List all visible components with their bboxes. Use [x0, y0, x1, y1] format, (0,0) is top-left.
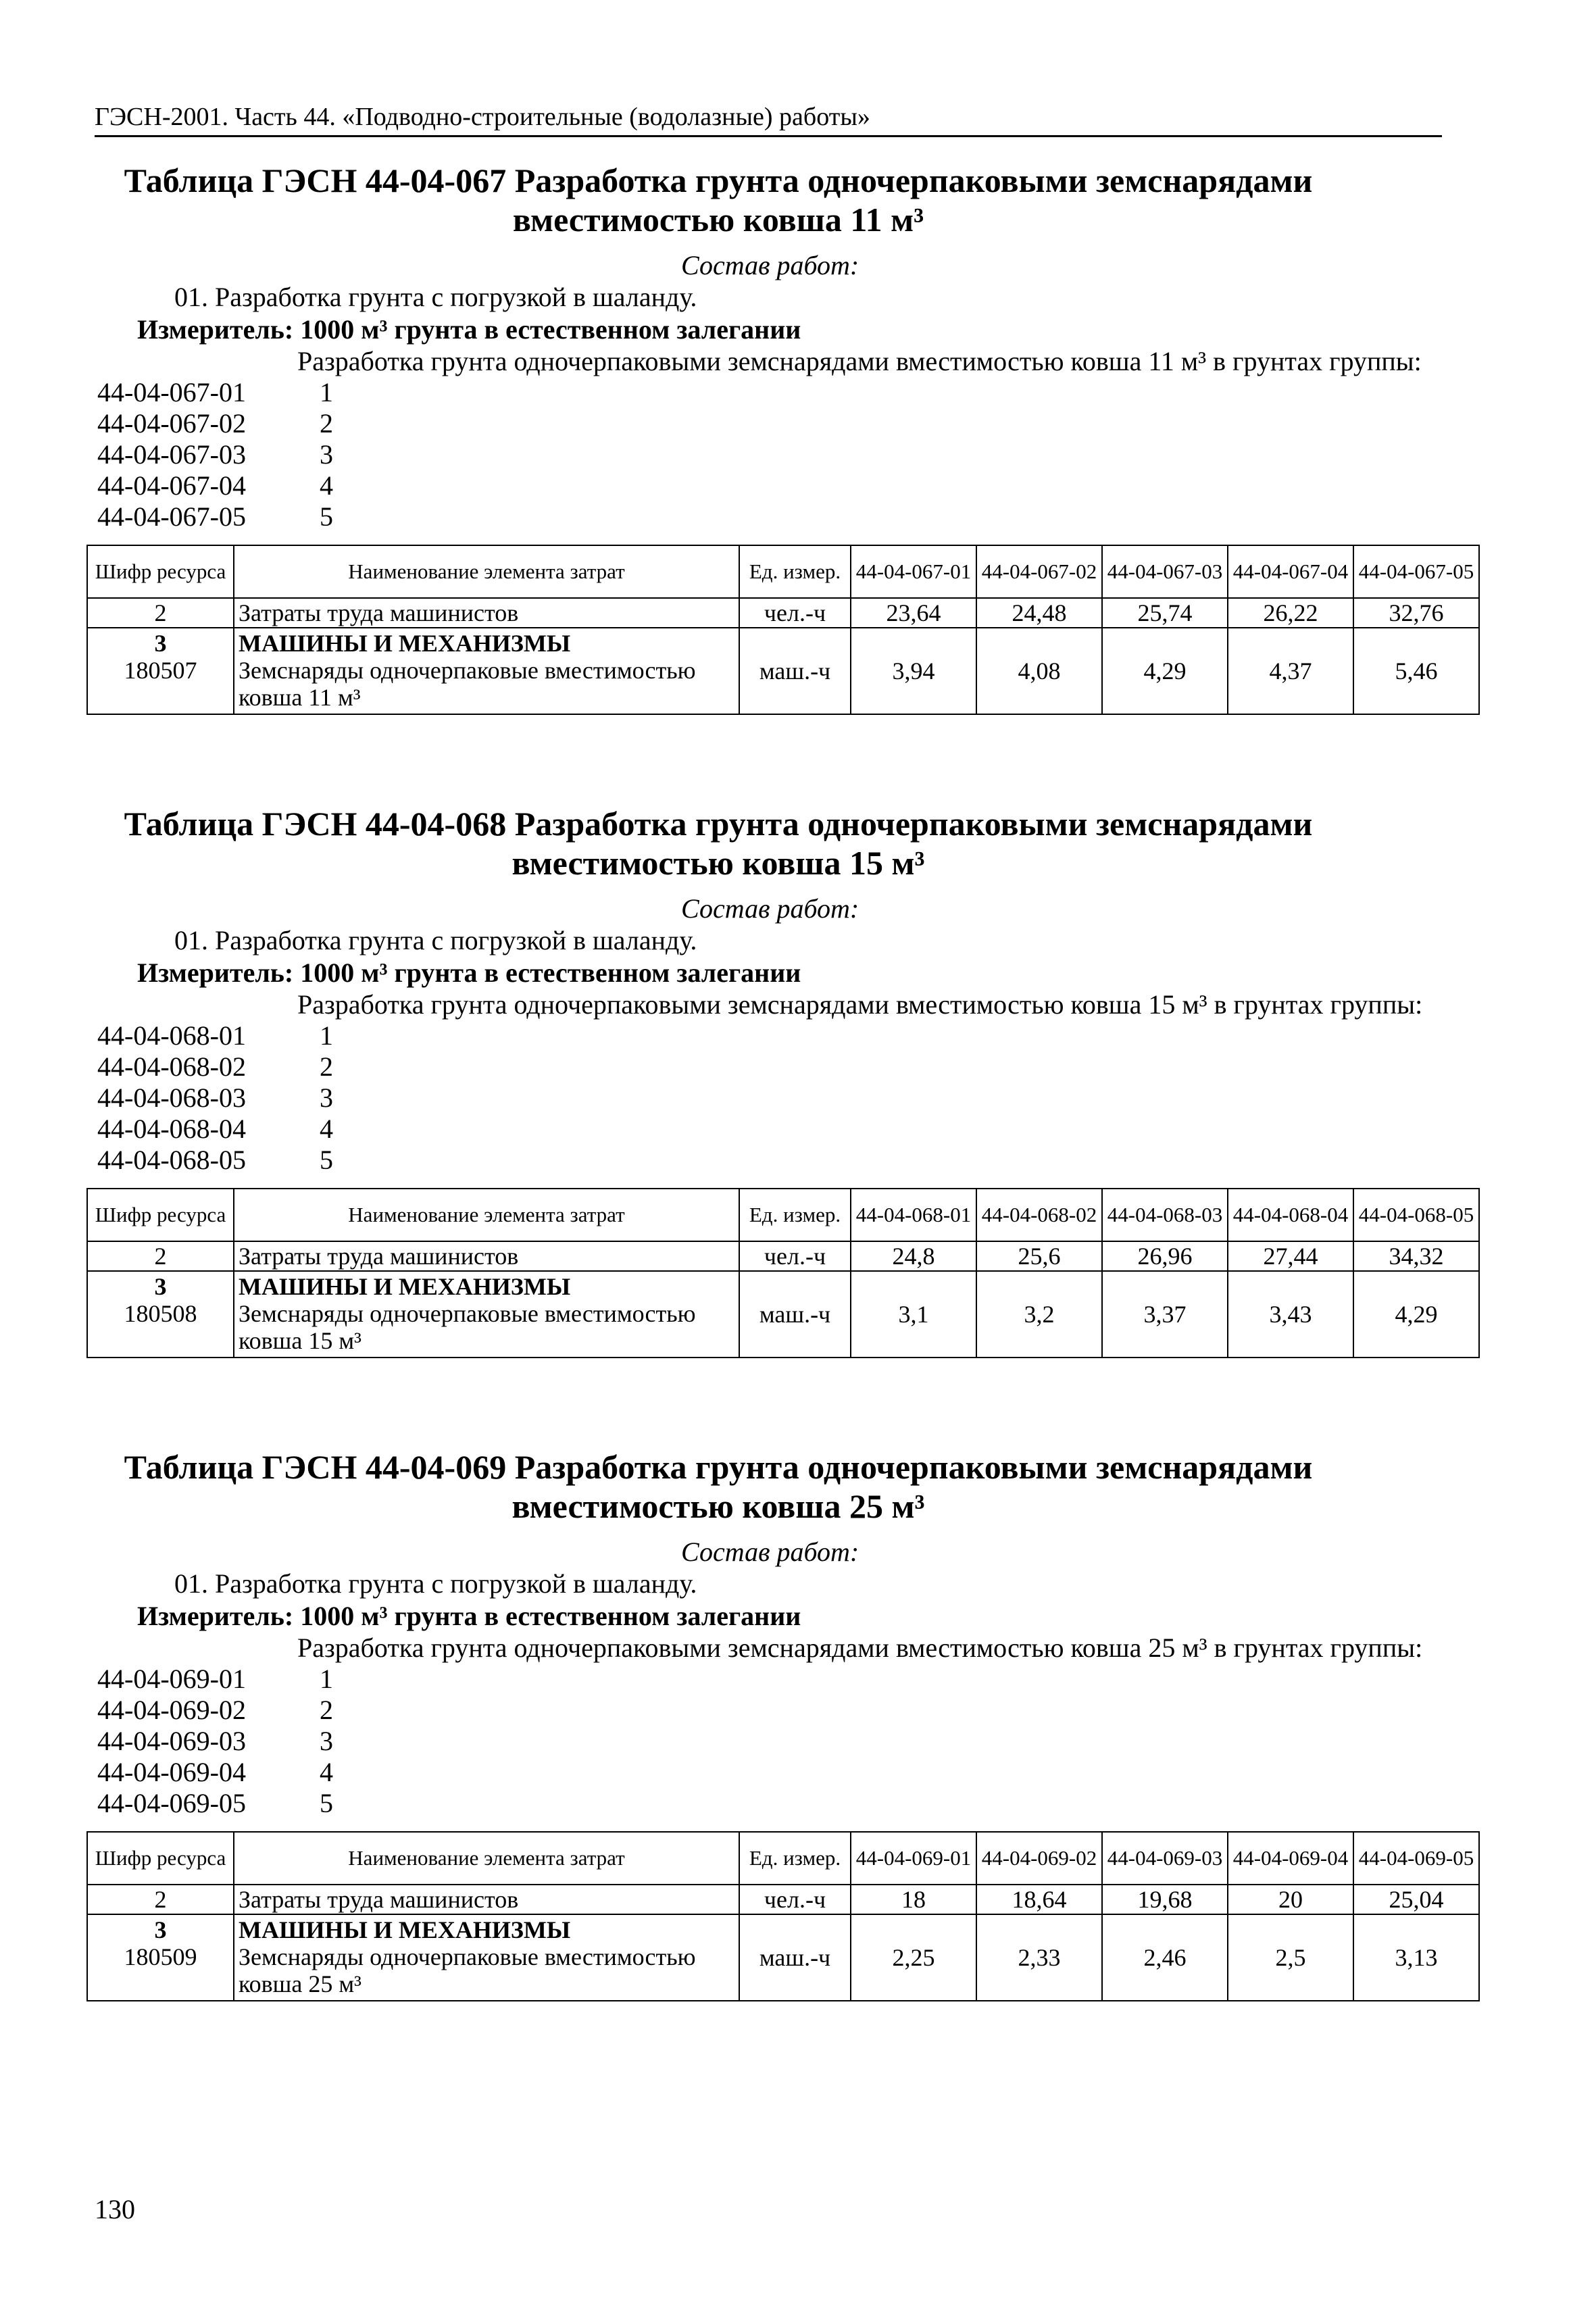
machines-header-shifr: 3 — [154, 1273, 167, 1300]
labor-value: 25,74 — [1102, 598, 1228, 628]
machine-row — [87, 1271, 1479, 1358]
labor-name: Затраты труда машинистов — [234, 1885, 739, 1914]
labor-unit: чел.-ч — [739, 1885, 851, 1914]
work-composition-label: Состав работ: — [681, 1537, 859, 1567]
code-row — [86, 1726, 1472, 1757]
soil-group: 1 — [320, 377, 333, 407]
header-code: 44-04-068-05 — [1353, 1189, 1479, 1241]
header-code: 44-04-069-05 — [1353, 1832, 1479, 1885]
norm-table-section — [86, 804, 1472, 1358]
machine-value: 3,43 — [1228, 1271, 1353, 1358]
code-row — [86, 1020, 1472, 1051]
header-name: Наименование элемента затрат — [234, 545, 739, 598]
header-unit: Ед. измер. — [739, 1189, 851, 1241]
machine-shifr: 180507 — [124, 657, 197, 684]
header-code: 44-04-069-01 — [851, 1832, 976, 1885]
header-code: 44-04-067-02 — [976, 545, 1102, 598]
header-code: 44-04-067-03 — [1102, 545, 1228, 598]
table-header-row — [87, 1189, 1479, 1241]
code-row — [86, 1051, 1472, 1082]
header-code: 44-04-068-02 — [976, 1189, 1102, 1241]
labor-row — [87, 1885, 1479, 1914]
table-title-line1: Таблица ГЭСН 44-04-067 Разработка грунта одночерпаковыми земснарядами — [124, 161, 1313, 199]
machine-value: 5,46 — [1353, 628, 1479, 714]
table-title-line1: Таблица ГЭСН 44-04-068 Разработка грунта одночерпаковыми земснарядами — [124, 805, 1313, 843]
table-title-line2: вместимостью ковша 11 м³ — [512, 201, 924, 239]
labor-value: 27,44 — [1228, 1241, 1353, 1271]
table-header-row — [87, 545, 1479, 598]
machine-shifr-cell — [87, 1914, 234, 2001]
machines-header-shifr: 3 — [154, 1916, 167, 1943]
labor-name: Затраты труда машинистов — [234, 598, 739, 628]
labor-row — [87, 598, 1479, 628]
header-name: Наименование элемента затрат — [234, 1189, 739, 1241]
labor-row — [87, 1241, 1479, 1271]
code-row — [86, 408, 1472, 439]
norm-code: 44-04-069-02 — [97, 1695, 246, 1725]
labor-shifr: 2 — [87, 1885, 234, 1914]
machine-value: 3,13 — [1353, 1914, 1479, 2001]
norm-code: 44-04-068-04 — [97, 1114, 246, 1144]
resource-table — [86, 1831, 1480, 2001]
soil-group: 5 — [320, 1145, 333, 1175]
machine-name: Земснаряды одночерпаковые вместимостью ковша 11 м³ — [239, 657, 696, 711]
header-shifr: Шифр ресурса — [87, 1832, 234, 1885]
header-code: 44-04-067-01 — [851, 545, 976, 598]
machine-unit: маш.-ч — [739, 1914, 851, 2001]
norm-code: 44-04-067-05 — [97, 501, 246, 532]
labor-value: 26,96 — [1102, 1241, 1228, 1271]
machine-name-cell — [234, 1271, 739, 1358]
code-row — [86, 439, 1472, 470]
unit-of-measure: Измеритель: 1000 м³ грунта в естественном залегании — [137, 314, 801, 345]
norm-table-section — [86, 1447, 1472, 2001]
soil-group: 2 — [320, 408, 333, 439]
machine-row — [87, 628, 1479, 714]
norm-code: 44-04-067-01 — [97, 377, 246, 407]
labor-value: 24,48 — [976, 598, 1102, 628]
machine-value: 2,25 — [851, 1914, 976, 2001]
code-row — [86, 1788, 1472, 1819]
machine-name-cell — [234, 628, 739, 714]
soil-group: 4 — [320, 1757, 333, 1787]
table-title-line2: вместимостью ковша 25 м³ — [512, 1487, 925, 1525]
header-unit: Ед. измер. — [739, 545, 851, 598]
page-number: 130 — [95, 2194, 135, 2224]
resource-table — [86, 1188, 1480, 1358]
work-composition-label: Состав работ: — [681, 893, 859, 924]
machine-row — [87, 1914, 1479, 2001]
machine-name: Земснаряды одночерпаковые вместимостью ковша 15 м³ — [239, 1300, 696, 1354]
header-shifr: Шифр ресурса — [87, 545, 234, 598]
labor-value: 20 — [1228, 1885, 1353, 1914]
work-item: 01. Разработка грунта с погрузкой в шаланду. — [174, 282, 697, 312]
labor-value: 26,22 — [1228, 598, 1353, 628]
machine-value: 2,5 — [1228, 1914, 1353, 2001]
page-header: ГЭСН-2001. Часть 44. «Подводно-строительные (водолазные) работы» — [95, 100, 1442, 137]
work-composition-label: Состав работ: — [681, 250, 859, 280]
soil-group: 1 — [320, 1020, 333, 1051]
machine-value: 3,94 — [851, 628, 976, 714]
machine-value: 4,08 — [976, 628, 1102, 714]
norm-code: 44-04-068-02 — [97, 1051, 246, 1082]
labor-unit: чел.-ч — [739, 1241, 851, 1271]
labor-shifr: 2 — [87, 598, 234, 628]
labor-value: 23,64 — [851, 598, 976, 628]
machine-value: 3,37 — [1102, 1271, 1228, 1358]
header-code: 44-04-067-04 — [1228, 545, 1353, 598]
machine-shifr-cell — [87, 628, 234, 714]
machine-unit: маш.-ч — [739, 628, 851, 714]
machine-name: Земснаряды одночерпаковые вместимостью ковша 25 м³ — [239, 1943, 696, 1997]
code-row — [86, 1757, 1472, 1788]
soil-group: 3 — [320, 439, 333, 470]
machine-unit: маш.-ч — [739, 1271, 851, 1358]
machine-value: 4,29 — [1353, 1271, 1479, 1358]
norm-code: 44-04-067-02 — [97, 408, 246, 439]
code-list — [86, 1020, 1472, 1176]
labor-value: 24,8 — [851, 1241, 976, 1271]
code-row — [86, 501, 1472, 532]
labor-value: 32,76 — [1353, 598, 1479, 628]
machine-shifr-cell — [87, 1271, 234, 1358]
table-header-row — [87, 1832, 1479, 1885]
norm-code: 44-04-069-05 — [97, 1788, 246, 1818]
labor-value: 18 — [851, 1885, 976, 1914]
labor-value: 25,6 — [976, 1241, 1102, 1271]
header-code: 44-04-069-02 — [976, 1832, 1102, 1885]
machine-value: 2,46 — [1102, 1914, 1228, 2001]
code-row — [86, 1082, 1472, 1114]
machines-header-name: МАШИНЫ И МЕХАНИЗМЫ — [239, 1273, 571, 1300]
header-code: 44-04-069-04 — [1228, 1832, 1353, 1885]
labor-unit: чел.-ч — [739, 598, 851, 628]
norm-code: 44-04-069-03 — [97, 1726, 246, 1756]
labor-value: 19,68 — [1102, 1885, 1228, 1914]
machines-header-shifr: 3 — [154, 630, 167, 657]
machine-value: 4,29 — [1102, 628, 1228, 714]
machine-value: 2,33 — [976, 1914, 1102, 2001]
code-row — [86, 1695, 1472, 1726]
header-code: 44-04-068-04 — [1228, 1189, 1353, 1241]
labor-value: 18,64 — [976, 1885, 1102, 1914]
code-row — [86, 1145, 1472, 1176]
labor-value: 25,04 — [1353, 1885, 1479, 1914]
code-row — [86, 1664, 1472, 1695]
header-code: 44-04-069-03 — [1102, 1832, 1228, 1885]
labor-value: 34,32 — [1353, 1241, 1479, 1271]
table-title — [86, 1447, 1350, 1526]
norm-description: Разработка грунта одночерпаковыми земснарядами вместимостью ковша 25 м³ в грунтах группы: — [297, 1633, 1423, 1663]
header-code: 44-04-068-03 — [1102, 1189, 1228, 1241]
machine-value: 3,1 — [851, 1271, 976, 1358]
table-title-line1: Таблица ГЭСН 44-04-069 Разработка грунта одночерпаковыми земснарядами — [124, 1448, 1313, 1486]
soil-group: 5 — [320, 1788, 333, 1818]
unit-of-measure: Измеритель: 1000 м³ грунта в естественном залегании — [137, 957, 801, 988]
soil-group: 1 — [320, 1664, 333, 1694]
norm-code: 44-04-068-01 — [97, 1020, 246, 1051]
header-unit: Ед. измер. — [739, 1832, 851, 1885]
norm-code: 44-04-069-04 — [97, 1757, 246, 1787]
header-code: 44-04-068-01 — [851, 1189, 976, 1241]
soil-group: 2 — [320, 1051, 333, 1082]
table-title — [86, 804, 1350, 882]
soil-group: 3 — [320, 1726, 333, 1756]
code-list — [86, 377, 1472, 532]
unit-of-measure: Измеритель: 1000 м³ грунта в естественном залегании — [137, 1601, 801, 1631]
norm-code: 44-04-069-01 — [97, 1664, 246, 1694]
soil-group: 4 — [320, 1114, 333, 1144]
header-name: Наименование элемента затрат — [234, 1832, 739, 1885]
work-item: 01. Разработка грунта с погрузкой в шаланду. — [174, 925, 697, 955]
norm-code: 44-04-068-05 — [97, 1145, 246, 1175]
table-title — [86, 161, 1350, 239]
soil-group: 5 — [320, 501, 333, 532]
machine-shifr: 180508 — [124, 1300, 197, 1327]
header-code: 44-04-067-05 — [1353, 545, 1479, 598]
norm-code: 44-04-067-03 — [97, 439, 246, 470]
code-list — [86, 1664, 1472, 1819]
work-item: 01. Разработка грунта с погрузкой в шаланду. — [174, 1568, 697, 1599]
labor-shifr: 2 — [87, 1241, 234, 1271]
norm-description: Разработка грунта одночерпаковыми земснарядами вместимостью ковша 15 м³ в грунтах группы: — [297, 989, 1423, 1020]
header-shifr: Шифр ресурса — [87, 1189, 234, 1241]
machine-name-cell — [234, 1914, 739, 2001]
labor-name: Затраты труда машинистов — [234, 1241, 739, 1271]
norm-table-section — [86, 161, 1472, 715]
machines-header-name: МАШИНЫ И МЕХАНИЗМЫ — [239, 630, 571, 657]
soil-group: 3 — [320, 1082, 333, 1113]
machine-value: 3,2 — [976, 1271, 1102, 1358]
machines-header-name: МАШИНЫ И МЕХАНИЗМЫ — [239, 1916, 571, 1943]
machine-shifr: 180509 — [124, 1943, 197, 1970]
code-row — [86, 377, 1472, 408]
norm-description: Разработка грунта одночерпаковыми земснарядами вместимостью ковша 11 м³ в грунтах группы: — [297, 346, 1422, 376]
resource-table — [86, 545, 1480, 715]
norm-code: 44-04-068-03 — [97, 1082, 246, 1113]
norm-code: 44-04-067-04 — [97, 470, 246, 501]
soil-group: 2 — [320, 1695, 333, 1725]
code-row — [86, 1114, 1472, 1145]
table-title-line2: вместимостью ковша 15 м³ — [512, 844, 925, 882]
code-row — [86, 470, 1472, 501]
machine-value: 4,37 — [1228, 628, 1353, 714]
soil-group: 4 — [320, 470, 333, 501]
